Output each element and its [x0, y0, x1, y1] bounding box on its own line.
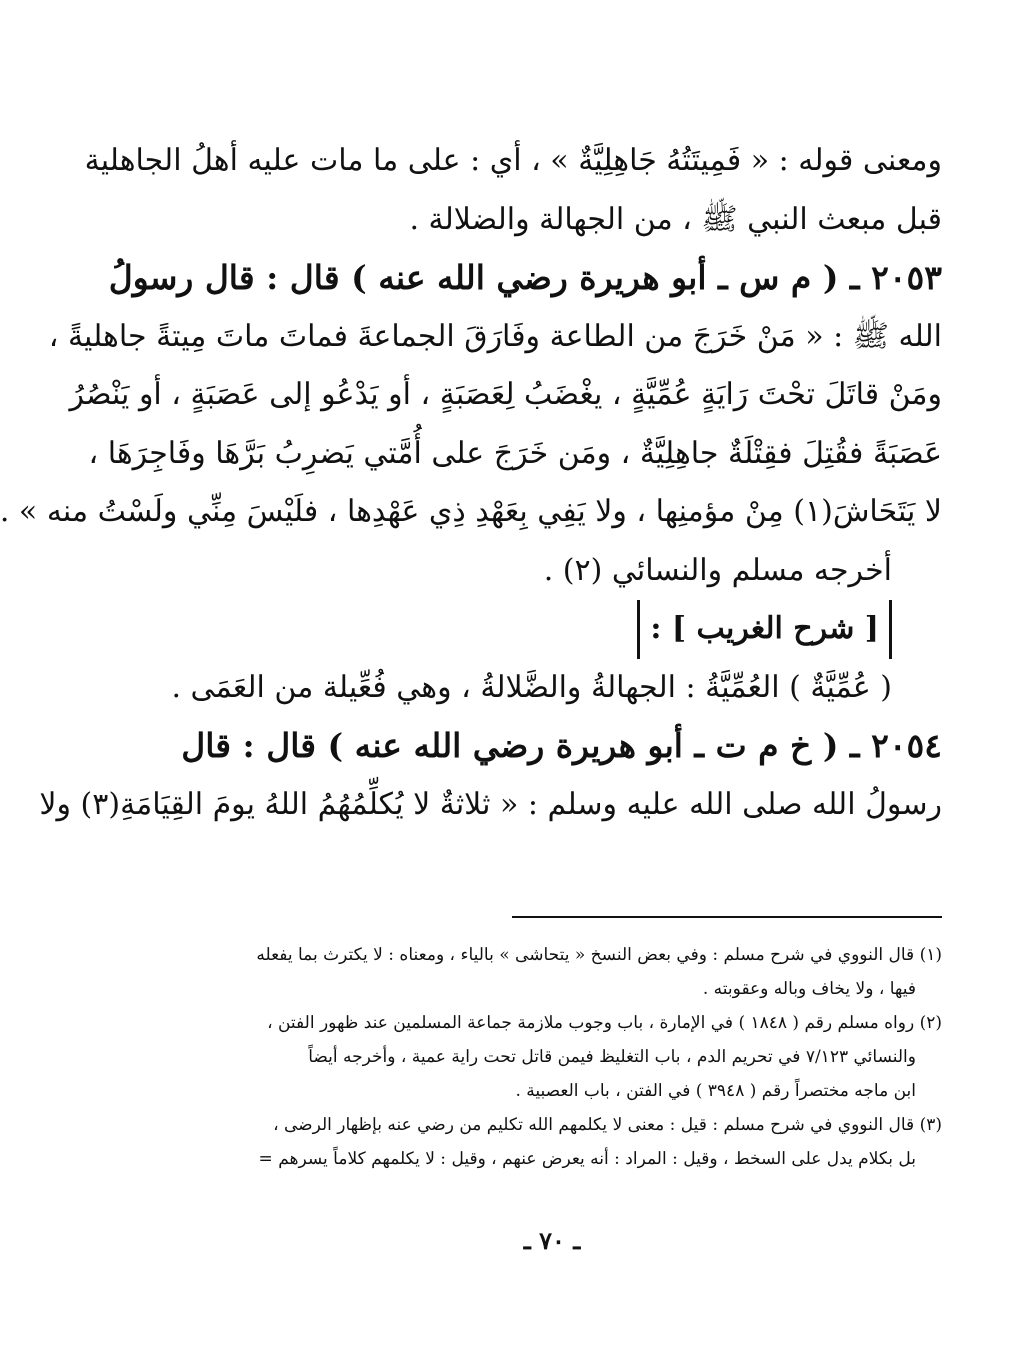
sharh-al-gharib-heading: [ شرح الغريب ] : [637, 600, 892, 659]
footnote-2-cont: ابن ماجه مختصراً رقم ( ٣٩٤٨ ) في الفتن ، باب العصبية . [515, 1081, 916, 1101]
text-line: ومَنْ قاتَلَ تحْتَ رَايَةٍ عُمِّيَّةٍ ، يغْضَبُ لِعَصَبَةٍ ، أو يَدْعُو إلى عَصَبَةٍ ، أو يَنْصُرُ [69, 377, 942, 412]
footnote-divider [512, 916, 942, 918]
text-line: قبل مبعث النبي ﷺ ، من الجهالة والضلالة . [409, 201, 942, 237]
text-line: الله ﷺ : « مَنْ خَرَجَ من الطاعة وفَارَقَ الجماعةَ فماتَ ماتَ مِيتةً جاهليةً ، [48, 318, 942, 354]
footnotes [192, 938, 942, 1176]
footnote-3: (٣) قال النووي في شرح مسلم : قيل : معنى لا يكلمهم الله تكليم من رضي عنه بإظهار الرضى ، [273, 1115, 942, 1135]
footnote-1-cont: فيها ، ولا يخاف وباله وعقوبته . [702, 979, 916, 999]
section-heading [202, 600, 942, 659]
source-line: أخرجه مسلم والنسائي (٢) . [543, 552, 892, 588]
hadith-2053-heading: ٢٠٥٣ ـ ( م س ـ أبو هريرة رضي الله عنه ) قال : قال رسولُ [108, 258, 942, 297]
definition-line: ( عُمِّيَّةٌ ) العُمِّيَّةُ : الجهالةُ والضَّلالةُ ، وهي فُعِّيلة من العَمَى . [171, 669, 892, 705]
footnote-2-cont: والنسائي ٧/١٢٣ في تحريم الدم ، باب التغليظ فيمن قاتل تحت راية عمية ، وأخرجه أيضاً [308, 1047, 916, 1067]
hadith-2054-heading: ٢٠٥٤ ـ ( خ م ت ـ أبو هريرة رضي الله عنه ) قال : قال [181, 726, 942, 765]
main-text [0, 132, 942, 834]
text-line: رسولُ الله صلى الله عليه وسلم : « ثلاثةٌ لا يُكلِّمُهُمُ اللهُ يومَ القِيَامَةِ(٣) ولا [39, 786, 942, 822]
page-number: ـ ٧٠ ـ [523, 1226, 581, 1255]
text-line: عَصَبَةً فقُتِلَ فقِتْلَةٌ جاهِلِيَّةٌ ، ومَن خَرَجَ على أُمَّتي يَضرِبُ بَرَّهَا وفَاجِرَهَا ، [88, 435, 942, 471]
text-line: لا يَتَحَاشَ(١) مِنْ مؤمنِها ، ولا يَفِي بِعَهْدِ ذِي عَهْدِها ، فلَيْسَ مِنِّي ولَسْتُ منه » . [0, 494, 942, 529]
footnote-3-cont: بل بكلام يدل على السخط ، وقيل : المراد : أنه يعرض عنهم ، وقيل : لا يكلمهم كلاماً يسرهم = [258, 1149, 916, 1169]
footnote-2: (٢) رواه مسلم رقم ( ١٨٤٨ ) في الإمارة ، باب وجوب ملازمة جماعة المسلمين عند ظهور الفتن ، [267, 1013, 942, 1033]
footnote-1: (١) قال النووي في شرح مسلم : وفي بعض النسخ « يتحاشى » بالياء ، ومعناه : لا يكترث بما يفعله [256, 945, 942, 965]
text-line: ومعنى قوله : « فَمِيتَتُهُ جَاهِلِيَّةٌ » ، أي : على ما مات عليه أهلُ الجاهلية [84, 143, 942, 178]
